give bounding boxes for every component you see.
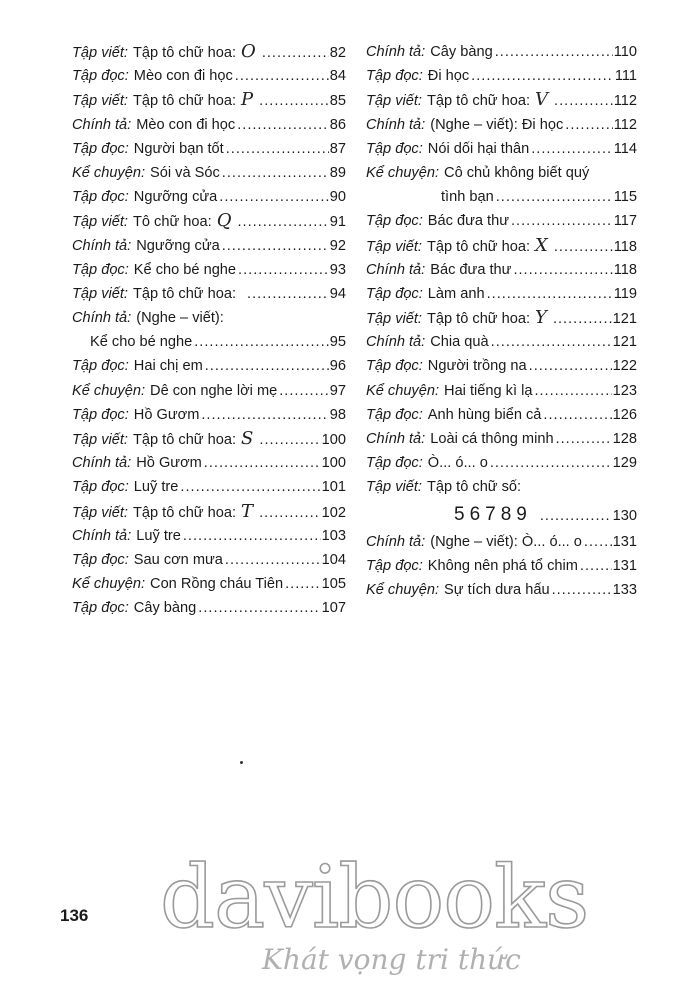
entry-title: Luỹ tre bbox=[133, 479, 179, 496]
dot-leader bbox=[553, 307, 612, 331]
entry-page: 114 bbox=[613, 140, 637, 157]
entry-category: Tập đọc: bbox=[366, 455, 423, 472]
entry-page: 111 bbox=[614, 68, 637, 85]
entry-title: Bác đưa thư bbox=[427, 213, 509, 230]
entry-category: Tập đọc: bbox=[366, 557, 423, 574]
entry-page: 104 bbox=[321, 551, 346, 568]
entry-category: Chính tả: bbox=[366, 334, 426, 351]
toc-entry bbox=[72, 548, 346, 572]
entry-category: Tập đọc: bbox=[72, 261, 129, 278]
cursive-letter-glyph: T bbox=[241, 500, 254, 522]
toc-entry bbox=[366, 530, 637, 554]
dot-leader bbox=[471, 64, 614, 88]
entry-category: Kể chuyện: bbox=[72, 576, 146, 593]
dot-leader bbox=[580, 554, 612, 578]
toc-entry bbox=[366, 354, 637, 378]
toc-entry bbox=[366, 330, 637, 354]
dot-leader bbox=[204, 451, 321, 475]
toc-entry bbox=[366, 113, 637, 137]
entry-title: Hồ Gươm bbox=[136, 455, 202, 472]
dot-leader bbox=[205, 354, 329, 378]
entry-category: Tập đọc: bbox=[72, 551, 129, 568]
toc-entry bbox=[72, 524, 346, 548]
dot-leader bbox=[490, 451, 612, 475]
entry-page: 112 bbox=[613, 93, 637, 110]
cursive-letter-glyph: V bbox=[535, 89, 549, 111]
entry-page: 121 bbox=[612, 334, 637, 351]
watermark-tagline: Khát vọng tri thức bbox=[262, 943, 521, 976]
toc-entry bbox=[72, 354, 346, 378]
toc-entry bbox=[366, 161, 637, 185]
toc-entry bbox=[72, 209, 346, 233]
dot-leader bbox=[222, 234, 329, 258]
entry-page: 119 bbox=[613, 285, 637, 302]
toc-entry bbox=[366, 282, 637, 306]
entry-page: 123 bbox=[612, 382, 637, 399]
dot-leader bbox=[194, 330, 329, 354]
entry-category: Chính tả: bbox=[72, 237, 132, 254]
toc-entry bbox=[72, 64, 346, 88]
dot-leader bbox=[529, 354, 612, 378]
entry-title: Tập tô chữ hoa: bbox=[132, 432, 237, 448]
toc-entry-digits bbox=[366, 500, 637, 530]
entry-title: Tập tô chữ hoa: bbox=[132, 285, 237, 302]
entry-title: Tập tô chữ hoa: bbox=[132, 45, 237, 61]
toc-entry bbox=[72, 596, 346, 620]
toc-entry bbox=[72, 379, 346, 403]
dot-leader bbox=[540, 501, 612, 531]
entry-category: Chính tả: bbox=[366, 533, 426, 550]
dot-leader bbox=[259, 501, 321, 525]
entry-page: 98 bbox=[329, 406, 346, 423]
entry-category: Tập đọc: bbox=[72, 68, 129, 85]
toc-entry bbox=[366, 306, 637, 330]
entry-category: Tập viết: bbox=[72, 214, 128, 231]
toc-entry bbox=[366, 258, 637, 282]
entry-title: Cây bàng bbox=[430, 44, 493, 60]
entry-page: 82 bbox=[329, 45, 346, 61]
dot-leader bbox=[565, 113, 612, 137]
entry-title: Anh hùng biển cả bbox=[427, 406, 542, 423]
entry-page: 93 bbox=[329, 261, 346, 278]
toc-entry bbox=[72, 475, 346, 499]
dot-leader bbox=[238, 258, 329, 282]
entry-category: Tập đọc: bbox=[72, 479, 129, 496]
entry-page: 97 bbox=[329, 382, 346, 399]
entry-title: Nói dối hại thân bbox=[427, 140, 530, 157]
cursive-letter-glyph: Y bbox=[535, 307, 547, 329]
entry-page: 122 bbox=[612, 358, 637, 375]
entry-title: Ngưỡng cửa bbox=[136, 237, 220, 254]
entry-page: 103 bbox=[321, 527, 346, 544]
dot-leader bbox=[556, 427, 612, 451]
entry-title-continued: Kể cho bé nghe bbox=[90, 334, 193, 351]
entry-page: 131 bbox=[612, 557, 637, 574]
entry-page: 89 bbox=[329, 164, 346, 181]
entry-category: Kể chuyện: bbox=[366, 382, 440, 399]
toc-entry bbox=[72, 137, 346, 161]
entry-page: 112 bbox=[613, 116, 637, 133]
entry-page: 100 bbox=[321, 432, 346, 448]
practice-digits: 56789 bbox=[454, 503, 532, 525]
entry-title: Dê con nghe lời mẹ bbox=[150, 382, 278, 399]
entry-title: Mèo con đi học bbox=[133, 68, 233, 85]
toc-entry bbox=[366, 554, 637, 578]
entry-category: Tập viết: bbox=[366, 93, 422, 110]
entry-page: 118 bbox=[613, 261, 637, 278]
entry-title: Chia quà bbox=[430, 334, 489, 351]
entry-title: Tập tô chữ hoa: bbox=[426, 93, 531, 110]
toc-entry-continuation bbox=[72, 330, 346, 354]
entry-category: Tập đọc: bbox=[366, 68, 423, 85]
entry-title: Ngưỡng cửa bbox=[133, 189, 218, 206]
toc-entry bbox=[72, 258, 346, 282]
dot-leader bbox=[235, 64, 329, 88]
entry-category: Tập đọc: bbox=[72, 600, 129, 617]
entry-category: Chính tả: bbox=[72, 455, 132, 472]
entry-category: Tập đọc: bbox=[366, 140, 423, 157]
dot-leader bbox=[511, 209, 613, 233]
entry-page: 105 bbox=[321, 576, 346, 593]
dot-leader bbox=[496, 185, 613, 209]
dot-leader bbox=[222, 161, 329, 185]
entry-title: (Nghe – viết): Đi học bbox=[430, 116, 564, 133]
entry-page: 92 bbox=[329, 237, 346, 254]
toc-entry bbox=[72, 427, 346, 451]
entry-title: (Nghe – viết): bbox=[136, 310, 224, 327]
entry-title: Sau cơn mưa bbox=[133, 551, 223, 568]
entry-page: 115 bbox=[613, 189, 637, 206]
dot-leader bbox=[219, 185, 329, 209]
entry-category: Tập viết: bbox=[72, 45, 128, 61]
entry-page: 84 bbox=[329, 68, 346, 85]
toc-entry bbox=[72, 185, 346, 209]
dot-leader bbox=[247, 282, 329, 306]
cursive-letter-glyph: S bbox=[241, 428, 254, 449]
entry-category: Kể chuyện: bbox=[366, 581, 440, 598]
entry-category: Chính tả: bbox=[72, 310, 132, 327]
entry-title-continued: tình bạn bbox=[441, 189, 494, 206]
toc-entry bbox=[366, 40, 637, 64]
dot-leader bbox=[226, 137, 329, 161]
entry-page: 102 bbox=[321, 504, 346, 521]
entry-page: 90 bbox=[329, 189, 346, 206]
entry-category: Chính tả: bbox=[366, 261, 426, 278]
entry-title: Người trồng na bbox=[427, 358, 527, 375]
entry-page: 130 bbox=[612, 507, 637, 524]
cursive-letter-glyph: P bbox=[241, 89, 254, 111]
entry-page: 126 bbox=[612, 406, 637, 423]
entry-title: (Nghe – viết): Ò... ó... o bbox=[430, 533, 582, 550]
entry-category: Chính tả: bbox=[72, 527, 132, 544]
toc-entry bbox=[72, 572, 346, 596]
entry-page: 110 bbox=[613, 44, 637, 60]
toc-right-column bbox=[366, 40, 637, 602]
dot-leader bbox=[259, 89, 329, 113]
entry-page: 96 bbox=[329, 358, 346, 375]
entry-page: 100 bbox=[321, 455, 346, 472]
entry-category: Tập viết: bbox=[72, 285, 128, 302]
dot-leader bbox=[487, 282, 613, 306]
entry-title: Tô chữ hoa: bbox=[132, 214, 212, 231]
entry-page: 129 bbox=[612, 455, 637, 472]
dot-leader bbox=[554, 89, 613, 113]
entry-category: Chính tả: bbox=[72, 116, 132, 133]
dot-leader bbox=[183, 524, 321, 548]
entry-title: Làm anh bbox=[427, 285, 485, 302]
entry-page: 131 bbox=[612, 533, 637, 550]
toc-entry bbox=[366, 451, 637, 475]
entry-page: 95 bbox=[329, 334, 346, 351]
entry-category: Tập đọc: bbox=[72, 358, 129, 375]
entry-category: Tập đọc: bbox=[366, 406, 423, 423]
entry-title: Sói và Sóc bbox=[150, 164, 220, 181]
entry-title: Tập tô chữ hoa: bbox=[132, 93, 237, 110]
entry-title: Tập tô chữ hoa: bbox=[132, 504, 237, 521]
toc-entry bbox=[72, 161, 346, 185]
toc-entry bbox=[366, 379, 637, 403]
dot-leader bbox=[534, 379, 611, 403]
dot-leader bbox=[180, 475, 320, 499]
toc-entry bbox=[366, 88, 637, 112]
dot-leader bbox=[201, 403, 328, 427]
dot-leader bbox=[237, 113, 329, 137]
entry-category: Chính tả: bbox=[366, 431, 426, 447]
dot-leader bbox=[584, 530, 612, 554]
cursive-letter-glyph: O bbox=[241, 41, 256, 62]
dot-leader bbox=[285, 572, 321, 596]
dot-leader bbox=[491, 330, 612, 354]
entry-title: Mèo con đi học bbox=[136, 116, 236, 133]
toc-entry bbox=[366, 64, 637, 88]
dot-leader bbox=[259, 428, 320, 452]
entry-category: Tập viết: bbox=[72, 432, 128, 448]
toc-entry bbox=[72, 88, 346, 112]
toc-entry bbox=[72, 234, 346, 258]
entry-page: 86 bbox=[329, 116, 346, 133]
entry-category: Tập viết: bbox=[72, 93, 128, 110]
entry-title: Bác đưa thư bbox=[430, 261, 512, 278]
entry-category: Tập đọc: bbox=[72, 140, 129, 157]
dot-leader bbox=[262, 41, 329, 65]
entry-category: Tập viết: bbox=[366, 479, 422, 496]
entry-title: Tập tô chữ hoa: bbox=[426, 238, 531, 255]
entry-title: Cây bàng bbox=[133, 600, 197, 617]
entry-title: Đi học bbox=[427, 68, 470, 85]
entry-category: Chính tả: bbox=[366, 44, 426, 60]
entry-title: Người bạn tốt bbox=[133, 140, 224, 157]
entry-category: Chính tả: bbox=[366, 116, 426, 133]
toc-entry-continuation bbox=[366, 185, 637, 209]
toc-entry bbox=[72, 451, 346, 475]
toc-entry bbox=[72, 113, 346, 137]
entry-page: 117 bbox=[613, 213, 637, 230]
dot-leader bbox=[554, 235, 613, 259]
dot-leader bbox=[495, 40, 613, 64]
dot-leader bbox=[237, 210, 328, 234]
entry-title: Sự tích dưa hấu bbox=[444, 581, 550, 598]
dot-leader bbox=[225, 548, 321, 572]
entry-title: Luỹ tre bbox=[136, 527, 181, 544]
entry-category: Tập đọc: bbox=[366, 213, 423, 230]
entry-category: Tập viết: bbox=[366, 311, 422, 328]
entry-category: Kể chuyện: bbox=[72, 164, 146, 181]
entry-title: Loài cá thông minh bbox=[430, 431, 554, 447]
dot-leader bbox=[552, 578, 612, 602]
entry-title: Tập tô chữ hoa: bbox=[426, 311, 531, 328]
entry-category: Kể chuyện: bbox=[366, 164, 440, 181]
entry-category: Tập đọc: bbox=[72, 406, 129, 423]
entry-title: Không nên phá tổ chim bbox=[427, 557, 578, 574]
entry-page: 91 bbox=[329, 214, 346, 231]
toc-entry bbox=[366, 427, 637, 451]
entry-page: 87 bbox=[329, 140, 346, 157]
entry-title: Cô chủ không biết quý bbox=[444, 164, 590, 181]
toc-entry bbox=[72, 40, 346, 64]
toc-entry bbox=[366, 403, 637, 427]
toc-entry bbox=[72, 282, 346, 306]
toc-left-column bbox=[72, 40, 346, 621]
toc-entry bbox=[72, 500, 346, 524]
dot-leader bbox=[513, 258, 612, 282]
toc-entry bbox=[72, 403, 346, 427]
entry-category: Tập đọc: bbox=[366, 285, 423, 302]
cursive-letter-glyph: Q bbox=[216, 210, 232, 232]
entry-page: 94 bbox=[329, 285, 346, 302]
toc-entry bbox=[72, 306, 346, 330]
stray-dot bbox=[240, 761, 243, 764]
entry-title: Hồ Gươm bbox=[133, 406, 200, 423]
entry-page: 101 bbox=[321, 479, 346, 496]
entry-page: 107 bbox=[321, 600, 346, 617]
entry-title: Hai tiếng kì lạ bbox=[444, 382, 533, 399]
entry-title: Con Rồng cháu Tiên bbox=[150, 576, 284, 593]
entry-title: Ò... ó... o bbox=[427, 455, 488, 472]
entry-page: 133 bbox=[612, 581, 637, 598]
entry-category: Tập viết: bbox=[72, 504, 128, 521]
watermark-logo: davibooks bbox=[160, 848, 589, 948]
entry-category: Tập viết: bbox=[366, 238, 422, 255]
entry-page: 121 bbox=[612, 311, 637, 328]
page-number: 136 bbox=[60, 906, 89, 925]
entry-title: Tập tô chữ số: bbox=[426, 479, 522, 496]
toc-entry bbox=[366, 209, 637, 233]
entry-page: 85 bbox=[329, 93, 346, 110]
dot-leader bbox=[543, 403, 611, 427]
dot-leader bbox=[198, 596, 320, 620]
dot-leader bbox=[279, 379, 329, 403]
dot-leader bbox=[531, 137, 613, 161]
entry-title: Kể cho bé nghe bbox=[133, 261, 237, 278]
toc-entry bbox=[366, 234, 637, 258]
entry-category: Tập đọc: bbox=[366, 358, 423, 375]
entry-page: 128 bbox=[612, 431, 637, 447]
toc-entry bbox=[366, 475, 637, 499]
toc-entry bbox=[366, 137, 637, 161]
entry-page: 118 bbox=[613, 238, 637, 255]
cursive-letter-glyph: X bbox=[535, 234, 548, 256]
entry-category: Tập đọc: bbox=[72, 189, 129, 206]
toc-entry bbox=[366, 578, 637, 602]
entry-category: Kể chuyện: bbox=[72, 382, 146, 399]
entry-title: Hai chị em bbox=[133, 358, 203, 375]
